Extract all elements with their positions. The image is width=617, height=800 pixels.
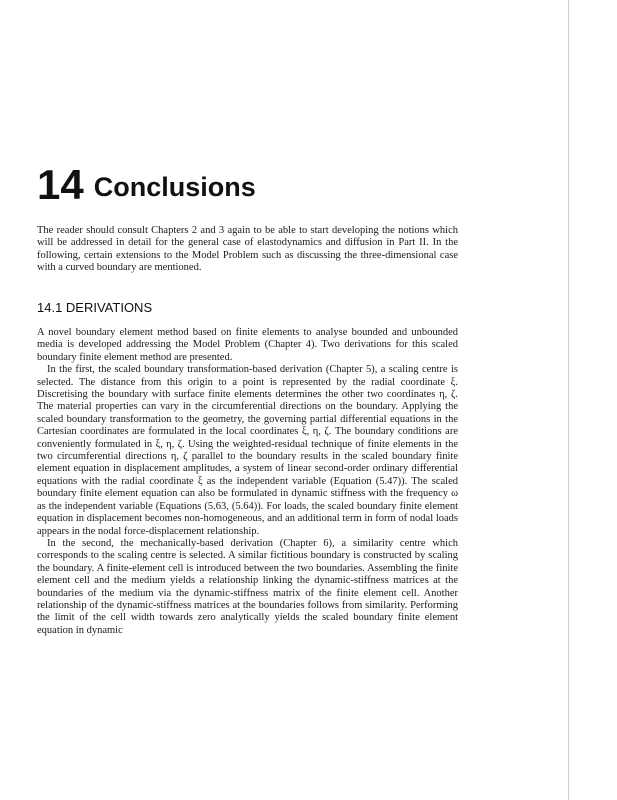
section-heading: 14.1 DERIVATIONS [37, 300, 153, 315]
chapter-heading [37, 161, 256, 209]
section-body [37, 327, 458, 637]
intro-paragraph: The reader should consult Chapters 2 and 3 again to be able to start developing the notions which will be addressed in detail for the general case of elastodynamics and diffusion in Part II. In the following, certain extensions to the Model Problem such as discussing the three-dimensional case with a curved boundary are mentioned. [37, 225, 458, 274]
chapter-title: Conclusions [93, 172, 256, 203]
body-paragraph: In the first, the scaled boundary transformation-based derivation (Chapter 5), a scaling centre is selected. The distance from this origin to a point is represented by the radial coordinate ξ. Discretising the boundary with surface finite elements determines the other two coordinates η, ζ. The material properties can vary in the circumferential directions on the boundary. Applying the scaled boundary transformation to the geometry, the governing partial differential equations in the Cartesian coordinates are formulated in the local coordinates ξ, η, ζ. The boundary conditions are conveniently formulated in ξ, η, ζ. Using the weighted-residual technique of finite elements in the two circumferential directions η, ζ parallel to the boundary results in the scaled boundary finite element equation in displacement amplitudes, a system of linear second-order ordinary differential equations with the radial coordinate ξ as the independent variable (Equation (5.47)). The scaled boundary finite element equation can also be formulated in dynamic stiffness with the frequency ω as the independent variable (Equations (5.63, (5.64)). For loads, the scaled boundary finite element equation in displacement becomes non-homogeneous, and an additional term in form of nodal loads appears in the nodal force-displacement relationship. [37, 364, 458, 537]
chapter-number: 14 [37, 161, 84, 209]
body-paragraph: In the second, the mechanically-based derivation (Chapter 6), a similarity centre which corresponds to the scaling centre is selected. A similar fictitious boundary is constructed by scaling the boundary. A finite-element cell is introduced between the two boundaries. Assembling the finite element cell and the medium yields a relationship linking the dynamic-stiffness matrices at the boundaries of the medium via the dynamic-stiffness matrix of the finite element cell. Another relationship of the dynamic-stiffness matrices at the boundaries follows from similarity. Performing the limit of the cell width towards zero analytically yields the scaled boundary finite element equation in dynamic [37, 537, 458, 636]
body-paragraph: A novel boundary element method based on finite elements to analyse bounded and unbounded media is developed addressing the Model Problem (Chapter 4). Two derivations for this scaled boundary finite element method are presented. [37, 327, 458, 363]
viewer-gutter [569, 0, 617, 800]
